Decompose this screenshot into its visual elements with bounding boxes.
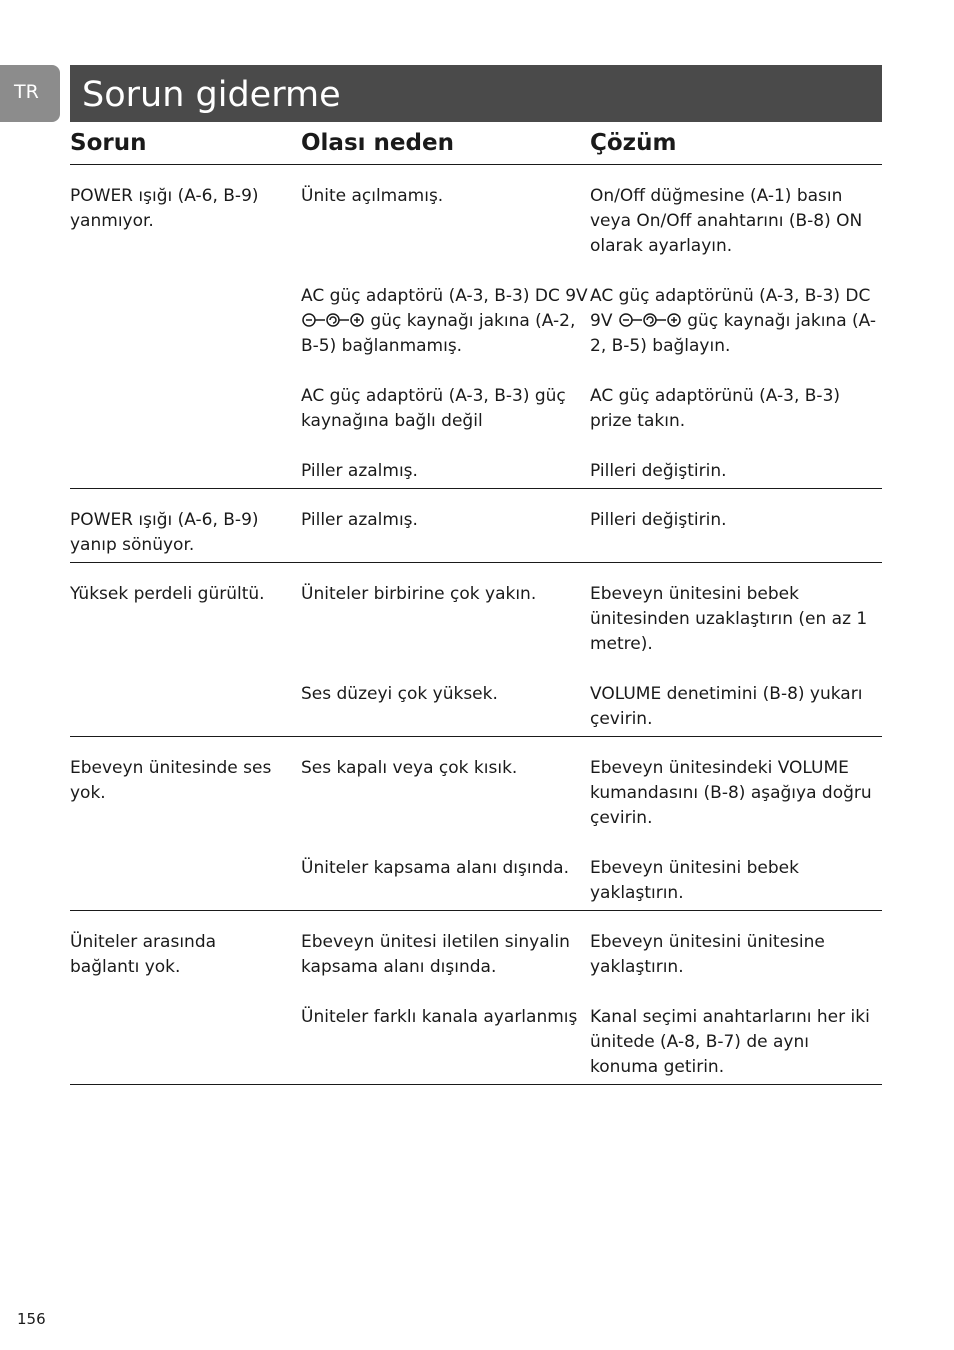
cause-text: Piller azalmış.	[301, 510, 418, 530]
solution-text-part: güç kaynağı jakına (A-2, B-5) bağlayın.	[590, 311, 877, 356]
cause-text	[301, 284, 590, 359]
cause-text-part: AC güç adaptörü (A-3, B-3) DC 9V	[301, 286, 588, 306]
solution-text: AC güç adaptörünü (A-3, B-3) prize takın.	[590, 386, 841, 431]
language-tab: TR	[0, 65, 60, 122]
solution-text-part: AC güç adaptörünü (A-3, B-3) DC 9V	[590, 286, 871, 331]
column-header-solution: Çözüm	[590, 130, 677, 156]
cause-text: Üniteler birbirine çok yakın.	[301, 584, 537, 604]
column-header-cause: Olası neden	[301, 130, 454, 156]
table-row	[70, 737, 882, 911]
solution-text	[590, 284, 882, 359]
table-row	[70, 563, 882, 737]
cause-text: AC güç adaptörü (A-3, B-3) güç kaynağına bağlı değil	[301, 386, 566, 431]
cause-text: Üniteler farklı kanala ayarlanmış	[301, 1007, 578, 1027]
table-row	[70, 165, 882, 489]
cause-solution-pair	[301, 184, 882, 259]
solution-text: Pilleri değiştirin.	[590, 461, 727, 481]
table-row	[70, 911, 882, 1085]
solution-text: VOLUME denetimini (B-8) yukarı çevirin.	[590, 684, 863, 729]
solution-text: Ebeveyn ünitesini bebek yaklaştırın.	[590, 858, 799, 903]
dc-polarity-icon	[618, 312, 682, 328]
cause-text: Piller azalmış.	[301, 461, 418, 481]
column-header-problem: Sorun	[70, 130, 147, 156]
cause-text-part: güç kaynağı jakına (A-2, B-5) bağlanmamış.	[301, 311, 576, 356]
cause-solution-pair	[301, 856, 882, 906]
cause-solution-pair	[301, 508, 882, 558]
cause-solution-pair	[301, 682, 882, 732]
column-headers	[70, 128, 882, 165]
cause-text: Ses düzeyi çok yüksek.	[301, 684, 498, 704]
problem-text: POWER ışığı (A-6, B-9) yanıp sönüyor.	[70, 510, 259, 555]
cause-solution-pair	[301, 1005, 882, 1080]
cause-text: Ebeveyn ünitesi iletilen sinyalin kapsama alanı dışında.	[301, 932, 570, 977]
solution-text: Ebeveyn ünitesini ünitesine yaklaştırın.	[590, 932, 825, 977]
problem-text: Üniteler arasında bağlantı yok.	[70, 932, 217, 977]
solution-text: Ebeveyn ünitesini bebek ünitesinden uzaklaştırın (en az 1 metre).	[590, 584, 868, 654]
solution-text: Kanal seçimi anahtarlarını her iki ünitede (A-8, B-7) de aynı konuma getirin.	[590, 1007, 870, 1077]
cause-solution-pair	[301, 756, 882, 831]
cause-text: Ünite açılmamış.	[301, 186, 444, 206]
cause-solution-pair	[301, 930, 882, 980]
solution-text: Pilleri değiştirin.	[590, 510, 727, 530]
page-number: 156	[17, 1310, 46, 1328]
solution-text: On/Off düğmesine (A-1) basın veya On/Off anahtarını (B-8) ON olarak ayarlayın.	[590, 186, 863, 256]
problem-text: Yüksek perdeli gürültü.	[70, 584, 265, 604]
problem-text: Ebeveyn ünitesinde ses yok.	[70, 758, 272, 803]
cause-text: Üniteler kapsama alanı dışında.	[301, 858, 569, 878]
cause-solution-pair	[301, 582, 882, 657]
table-row	[70, 489, 882, 563]
troubleshooting-table	[70, 165, 882, 1085]
solution-text: Ebeveyn ünitesindeki VOLUME kumandasını (B-8) aşağıya doğru çevirin.	[590, 758, 872, 828]
cause-solution-pair	[301, 459, 882, 484]
cause-solution-pair	[301, 384, 882, 434]
title-bar	[70, 65, 882, 122]
problem-text: POWER ışığı (A-6, B-9) yanmıyor.	[70, 186, 259, 231]
dc-polarity-icon	[301, 312, 365, 328]
cause-solution-pair	[301, 284, 882, 359]
page-title: Sorun giderme	[82, 75, 341, 115]
cause-text: Ses kapalı veya çok kısık.	[301, 758, 518, 778]
